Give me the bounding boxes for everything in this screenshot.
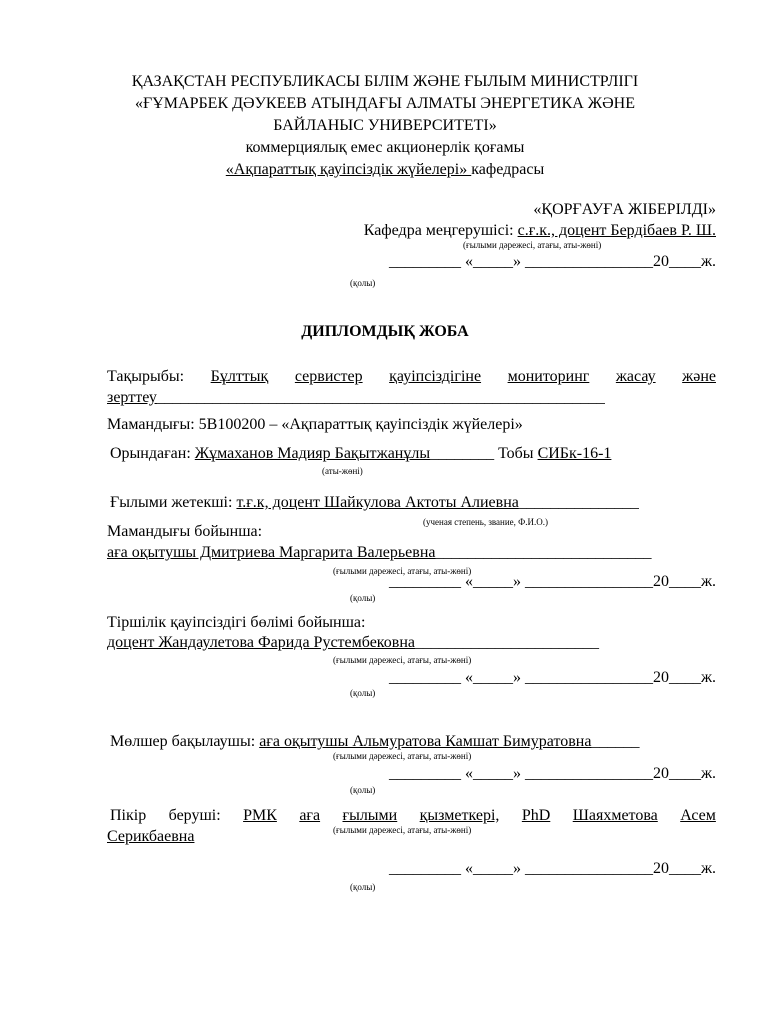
topic-line-1 <box>107 368 716 386</box>
reviewer-sign-caption: (қолы) <box>350 882 376 892</box>
group-label: Тобы <box>494 445 538 462</box>
reviewer-word: ғылыми <box>342 807 398 824</box>
group-value: СИБк-16-1 <box>537 445 612 462</box>
normcontrol-name: аға оқытушы Альмуратова Камшат Бимуратовна <box>259 733 592 750</box>
normcontrol-fill: ______ <box>591 733 640 750</box>
approval-sign-line: _________ «_____» ________________20____ж. <box>388 253 716 270</box>
department-head-label: Кафедра меңгерушісі: <box>363 222 518 239</box>
supervisor-caption: (ученая степень, звание, Ф.И.О.) <box>423 517 549 527</box>
normcontrol-line <box>110 733 639 751</box>
approval-title: «ҚОРҒАУҒА ЖІБЕРІЛДІ» <box>533 201 716 218</box>
topic-line-2 <box>107 389 605 407</box>
approval-sign-caption: (қолы) <box>350 278 376 288</box>
performer-fill: ________ <box>430 445 495 462</box>
consultant-safety-label: Тіршілік қауіпсіздігі бөлімі бойынша: <box>107 614 366 631</box>
supervisor-line <box>110 494 639 512</box>
department-line <box>0 161 770 179</box>
normcontrol-sign-caption: (қолы) <box>350 785 376 795</box>
consultant-spec-sign-caption: (қолы) <box>350 593 376 603</box>
performer-caption: (аты-жөні) <box>322 466 363 476</box>
department-name: «Ақпараттық қауіпсіздік жүйелері» <box>225 161 472 178</box>
reviewer-label: беруші: <box>168 807 221 824</box>
consultant-safety-fill: _______________________ <box>414 634 599 651</box>
topic-word: Бұлттық <box>210 368 269 385</box>
consultant-spec-name: аға оқытушы Дмитриева Маргарита Валерьевна <box>107 544 436 561</box>
normcontrol-sign-line: _________ «_____» ________________20____ж. <box>388 765 716 782</box>
reviewer-label: Пікір <box>110 807 147 824</box>
reviewer-word: Серикбаевна <box>107 828 195 845</box>
supervisor-label: Ғылыми жетекші: <box>110 494 237 511</box>
performer-label: Орындаған: <box>110 445 191 462</box>
reviewer-word: қызметкері, <box>419 807 500 824</box>
normcontrol-caption: (ғылыми дәрежесі, атағы, аты-жөні) <box>333 751 472 761</box>
consultant-spec-caption: (ғылыми дәрежесі, атағы, аты-жөні) <box>333 566 472 576</box>
consultant-safety-sign-caption: (қолы) <box>350 688 376 698</box>
reviewer-word: РМК <box>243 807 277 824</box>
topic-word: мониторинг <box>507 368 590 385</box>
performer-name: Жұмаханов Мадияр Бақытжанұлы <box>194 445 431 462</box>
department-head-caption: (ғылыми дәрежесі, атағы, аты-жөні) <box>463 240 602 250</box>
reviewer-sign-line: _________ «_____» ________________20____ж. <box>388 860 716 877</box>
reviewer-line-1 <box>110 807 716 825</box>
normcontrol-label: Мөлшер бақылаушы: <box>110 733 260 750</box>
specialty-line: Мамандығы: 5В100200 – «Ақпараттық қауіпсіздік жүйелері» <box>107 416 523 433</box>
document-title: ДИПЛОМДЫҚ ЖОБА <box>301 323 469 340</box>
department-head-value: с.ғ.к., доцент Бердібаев Р. Ш. <box>517 222 716 239</box>
consultant-spec-fill: ___________________________ <box>435 544 652 561</box>
topic-word: сервистер <box>294 368 363 385</box>
topic-word: қауіпсіздігіне <box>389 368 482 385</box>
topic-word: зерттеу <box>107 389 157 406</box>
consultant-spec-line <box>107 544 652 562</box>
reviewer-word: PhD <box>521 807 551 824</box>
topic-label: Тақырыбы: <box>107 368 185 385</box>
reviewer-line-2 <box>107 828 194 846</box>
reviewer-word: аға <box>299 807 321 824</box>
consultant-safety-name: доцент Жандаулетова Фарида Рустембековна <box>107 634 415 651</box>
consultant-safety-line <box>107 634 599 652</box>
reviewer-caption: (ғылыми дәрежесі, атағы, аты-жөні) <box>333 825 472 835</box>
performer-line <box>110 445 611 463</box>
consultant-safety-caption: (ғылыми дәрежесі, атағы, аты-жөні) <box>333 655 472 665</box>
company-type-line: коммерциялық емес акционерлік қоғамы <box>245 139 525 156</box>
department-head-line <box>364 222 716 240</box>
consultant-spec-sign-line: _________ «_____» ________________20____ж. <box>388 573 716 590</box>
supervisor-fill: _______________ <box>518 494 639 511</box>
ministry-line: ҚАЗАҚСТАН РЕСПУБЛИКАСЫ БІЛІМ ЖӘНЕ ҒЫЛЫМ МИНИСТРЛІГІ <box>131 73 639 90</box>
reviewer-word: Асем <box>680 807 716 824</box>
supervisor-name: т.ғ.к, доцент Шайкулова Актоты Алиевна <box>236 494 519 511</box>
topic-word: жасау <box>615 368 656 385</box>
consultant-spec-label: Мамандығы бойынша: <box>107 523 263 540</box>
topic-word: және <box>682 368 716 385</box>
university-line-1: «ҒҰМАРБЕК ДӘУКЕЕВ АТЫНДАҒЫ АЛМАТЫ ЭНЕРГЕТИКА ЖӘНЕ <box>135 95 635 112</box>
reviewer-word: Шаяхметова <box>572 807 658 824</box>
topic-fill: ________________________________________________________ <box>156 389 605 406</box>
department-suffix: кафедрасы <box>471 161 545 178</box>
consultant-safety-sign-line: _________ «_____» ________________20____ж. <box>388 669 716 686</box>
university-line-2: БАЙЛАНЫС УНИВЕРСИТЕТІ» <box>273 117 497 134</box>
